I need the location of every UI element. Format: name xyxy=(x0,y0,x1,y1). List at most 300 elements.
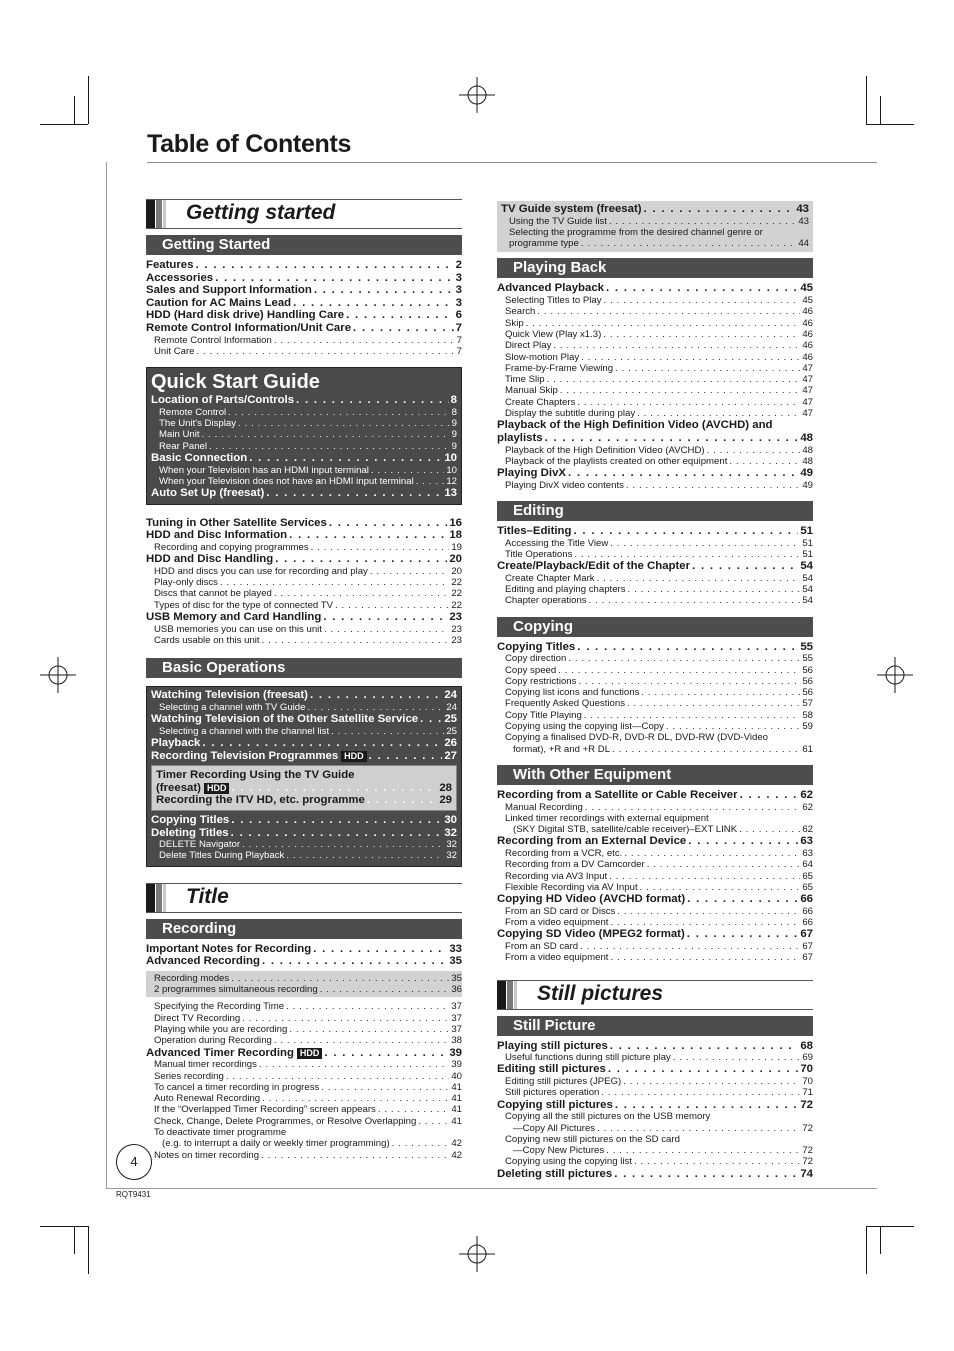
toc-entry[interactable] xyxy=(151,487,457,500)
toc-entry[interactable] xyxy=(497,848,813,859)
crop-mark xyxy=(40,124,88,125)
leader-dots xyxy=(335,600,449,611)
toc-entry[interactable] xyxy=(146,1093,462,1104)
toc-entry[interactable] xyxy=(497,1156,813,1167)
toc-entry[interactable] xyxy=(497,1087,813,1098)
crop-mark xyxy=(88,1226,89,1274)
toc-entry[interactable] xyxy=(497,941,813,952)
toc-entry[interactable] xyxy=(497,1063,813,1076)
toc-entry[interactable] xyxy=(497,641,813,654)
toc-page-number: 59 xyxy=(802,721,813,733)
toc-entry[interactable] xyxy=(146,600,462,611)
leader-dots xyxy=(202,737,442,750)
leader-dots xyxy=(262,1093,449,1104)
crop-mark xyxy=(40,1226,88,1227)
toc-entry-title: DELETE Navigator xyxy=(159,839,241,851)
toc-entry-title: Selecting Titles to Play xyxy=(505,295,602,307)
toc-entry[interactable] xyxy=(151,726,457,737)
toc-entry[interactable] xyxy=(497,385,813,396)
toc-page-number: 48 xyxy=(802,444,813,456)
leader-dots xyxy=(610,538,800,549)
toc-entry-title: Remote Control Information/Unit Care xyxy=(146,321,352,334)
leader-dots xyxy=(688,835,798,848)
toc-entry[interactable] xyxy=(497,1076,813,1087)
toc-entry[interactable] xyxy=(497,1123,813,1134)
leader-dots xyxy=(228,407,449,418)
leader-dots xyxy=(634,1156,800,1167)
toc-entry-title: Delete Titles During Playback xyxy=(159,850,285,862)
leader-dots xyxy=(615,363,800,374)
leader-dots xyxy=(692,560,798,573)
toc-entry[interactable] xyxy=(151,429,457,440)
toc-entry[interactable] xyxy=(497,1052,813,1063)
toc-page-number: 46 xyxy=(802,306,813,318)
toc-entry-text: Selecting the programme from the desired channel genre or xyxy=(509,226,763,238)
toc-entry[interactable] xyxy=(497,859,813,870)
toc-entry[interactable] xyxy=(497,340,813,351)
toc-entry[interactable] xyxy=(497,906,813,917)
toc-entry-title: Copying using the copying list—Copy xyxy=(505,721,664,733)
leader-dots xyxy=(209,441,450,452)
leader-dots xyxy=(606,1145,800,1156)
toc-entry-title: Editing still pictures (JPEG) xyxy=(505,1076,622,1088)
toc-entry[interactable] xyxy=(151,814,457,827)
toc-entry[interactable] xyxy=(497,363,813,374)
toc-entry-title: HDD and discs you can use for recording and play xyxy=(154,565,368,577)
toc-entry[interactable] xyxy=(497,928,813,941)
leader-dots xyxy=(740,789,799,802)
toc-entry-title: —Copy New Pictures xyxy=(513,1145,605,1157)
toc-entry-title: HDD and Disc Information xyxy=(146,529,288,542)
toc-page-number: 54 xyxy=(800,560,813,573)
leader-dots xyxy=(369,750,443,763)
toc-entry[interactable] xyxy=(146,1013,462,1024)
registration-mark-icon xyxy=(459,1236,495,1272)
toc-entry[interactable] xyxy=(497,744,813,755)
toc-entry-text: Copying all the still pictures on the USB memory xyxy=(505,1111,711,1123)
toc-entry[interactable] xyxy=(146,297,462,310)
toc-entry[interactable] xyxy=(497,397,813,408)
toc-entry[interactable] xyxy=(497,549,813,560)
toc-entry[interactable] xyxy=(151,839,457,850)
toc-entry[interactable] xyxy=(497,584,813,595)
toc-entry[interactable] xyxy=(497,1168,813,1181)
toc-entry[interactable] xyxy=(146,259,462,272)
toc-page-number: 13 xyxy=(444,487,457,500)
toc-entry-title: Notes on timer recording xyxy=(154,1149,260,1161)
toc-entry[interactable] xyxy=(146,1024,462,1035)
toc-entry[interactable] xyxy=(497,456,813,467)
toc-entry-title: Slow-motion Play xyxy=(505,351,580,363)
leader-dots xyxy=(226,1071,449,1082)
basic-operations-box xyxy=(146,686,462,867)
toc-right-column xyxy=(497,201,813,1180)
toc-entry-title: Caution for AC Mains Lead xyxy=(146,296,292,309)
toc-entry[interactable] xyxy=(151,689,457,702)
toc-page-number: 51 xyxy=(802,548,813,560)
toc-entry[interactable]: (freesat) HDD . . . 28 xyxy=(156,782,452,795)
toc-entry-title: Direct TV Recording xyxy=(154,1012,241,1024)
leader-dots xyxy=(215,272,454,285)
toc-page-number: 24 xyxy=(446,701,457,713)
toc-entry-title: Playback of the playlists created on other equipment xyxy=(505,455,728,467)
toc-entry[interactable] xyxy=(146,272,462,285)
toc-entry[interactable] xyxy=(497,802,813,813)
toc-page-number: 3 xyxy=(455,296,462,309)
toc-page-number: 44 xyxy=(798,238,809,250)
leader-dots xyxy=(242,1013,449,1024)
toc-page-number: 23 xyxy=(451,623,462,635)
leader-dots xyxy=(610,917,800,928)
toc-page-number: 22 xyxy=(451,577,462,589)
toc-entry-title: Rear Panel xyxy=(159,440,207,452)
toc-entry[interactable] xyxy=(151,713,457,726)
toc-entry[interactable]: Timer Recording Using the TV Guide xyxy=(156,769,355,782)
toc-page-number: 54 xyxy=(802,572,813,584)
toc-page-number: 68 xyxy=(800,1039,813,1052)
toc-entry-title: Create/Playback/Edit of the Chapter xyxy=(497,560,691,573)
toc-entry[interactable] xyxy=(497,432,813,445)
toc-list xyxy=(151,689,457,762)
leader-dots xyxy=(286,850,444,861)
toc-entry[interactable] xyxy=(151,737,457,750)
leader-dots xyxy=(627,698,800,709)
toc-entry-title: Playback of the High Definition Video (AVCHD) xyxy=(505,444,705,456)
toc-page-number: 37 xyxy=(451,1012,462,1024)
toc-entry[interactable] xyxy=(151,452,457,465)
toc-entry[interactable] xyxy=(146,624,462,635)
page-number: 4 xyxy=(116,1144,152,1180)
toc-entry[interactable] xyxy=(497,595,813,606)
toc-entry-title: Recording from an External Device xyxy=(497,835,687,848)
toc-entry-title: Advanced Timer Recording xyxy=(146,1046,294,1059)
leader-dots xyxy=(293,297,454,310)
toc-entry[interactable] xyxy=(497,445,813,456)
toc-entry-title: Create Chapters xyxy=(505,396,576,408)
toc-entry[interactable] xyxy=(501,238,809,249)
toc-page-number: 23 xyxy=(451,634,462,646)
toc-entry[interactable] xyxy=(497,721,813,732)
toc-entry[interactable] xyxy=(146,1071,462,1082)
toc-entry[interactable] xyxy=(497,295,813,306)
toc-entry[interactable] xyxy=(497,525,813,538)
toc-page-number: 46 xyxy=(802,317,813,329)
leader-dots xyxy=(266,487,442,500)
leader-dots xyxy=(249,452,442,465)
leader-dots xyxy=(707,445,801,456)
toc-entry[interactable] xyxy=(151,827,457,840)
toc-entry[interactable] xyxy=(497,917,813,928)
section-header: Recording xyxy=(146,919,462,939)
toc-entry[interactable] xyxy=(497,538,813,549)
toc-entry[interactable] xyxy=(146,553,462,566)
leader-dots xyxy=(580,941,800,952)
toc-entry[interactable] xyxy=(497,676,813,687)
leader-dots xyxy=(242,839,444,850)
leader-dots xyxy=(274,335,455,346)
leader-dots xyxy=(687,928,799,941)
leader-dots xyxy=(286,1001,449,1012)
toc-entry[interactable] xyxy=(151,418,457,429)
leader-dots xyxy=(195,259,453,272)
toc-entry[interactable] xyxy=(497,560,813,573)
toc-page-number: 65 xyxy=(802,881,813,893)
tv-guide-block xyxy=(497,201,813,252)
toc-entry[interactable]: Recording the ITV HD, etc. programme . . . 29 xyxy=(156,794,452,807)
toc-entry[interactable] xyxy=(146,984,462,995)
registration-mark-icon xyxy=(877,657,913,693)
toc-entry[interactable] xyxy=(497,282,813,295)
toc-entry[interactable] xyxy=(146,1138,462,1149)
leader-dots xyxy=(371,465,444,476)
toc-entry[interactable] xyxy=(146,577,462,588)
toc-entry[interactable] xyxy=(501,203,809,216)
toc-entry-title: Tuning in Other Satellite Services xyxy=(146,516,327,529)
toc-entry[interactable] xyxy=(146,1059,462,1070)
toc-entry[interactable] xyxy=(146,973,462,984)
toc-entry[interactable] xyxy=(497,710,813,721)
toc-page-number: 18 xyxy=(449,529,462,542)
leader-dots xyxy=(202,429,450,440)
toc-entry-title: TV Guide system (freesat) xyxy=(501,203,642,215)
toc-entry-title: HDD (Hard disk drive) Handling Care xyxy=(146,309,345,322)
leader-dots xyxy=(324,624,449,635)
toc-entry[interactable] xyxy=(497,374,813,385)
toc-entry[interactable] xyxy=(497,835,813,848)
toc-entry-title: 2 programmes simultaneous recording xyxy=(154,984,318,996)
toc-left-column xyxy=(146,199,462,1161)
toc-entry[interactable] xyxy=(497,467,813,480)
toc-entry[interactable] xyxy=(146,529,462,542)
toc-page-number: 61 xyxy=(802,743,813,755)
toc-entry-title: Frame-by-Frame Viewing xyxy=(505,362,614,374)
toc-entry-title: Copy restrictions xyxy=(505,675,577,687)
toc-entry[interactable] xyxy=(151,850,457,861)
toc-entry[interactable] xyxy=(497,789,813,802)
toc-entry[interactable] xyxy=(146,635,462,646)
hdd-badge: HDD xyxy=(297,1048,323,1059)
toc-entry-title: Deleting Titles xyxy=(151,826,229,839)
toc-entry[interactable] xyxy=(497,329,813,340)
toc-page-number: 41 xyxy=(451,1115,462,1127)
toc-page-number: 32 xyxy=(446,850,457,862)
toc-entry[interactable] xyxy=(497,408,813,419)
toc-entry-title: Remote Control Information xyxy=(154,334,272,346)
toc-page-number: 22 xyxy=(451,599,462,611)
toc-entry[interactable] xyxy=(497,687,813,698)
toc-page-number: 8 xyxy=(451,406,457,418)
crop-mark xyxy=(880,1226,881,1254)
toc-page-number: 25 xyxy=(444,713,457,726)
toc-entry[interactable] xyxy=(501,216,809,227)
toc-page-number: 8 xyxy=(450,394,457,407)
toc-entry-title: Recording and copying programmes xyxy=(154,541,309,553)
leader-dots xyxy=(739,824,800,835)
toc-entry[interactable] xyxy=(497,882,813,893)
toc-list xyxy=(146,517,462,646)
toc-page-number: 51 xyxy=(800,525,813,538)
toc-entry[interactable] xyxy=(497,480,813,491)
toc-entry-title: Types of disc for the type of connected TV xyxy=(154,599,334,611)
toc-page-number: 47 xyxy=(802,362,813,374)
toc-list xyxy=(501,203,809,249)
toc-page-number: 65 xyxy=(802,870,813,882)
toc-entry-title: Basic Connection xyxy=(151,451,248,464)
toc-entry[interactable] xyxy=(146,322,462,335)
toc-page-number: 16 xyxy=(449,516,462,529)
leader-dots xyxy=(604,295,801,306)
toc-entry[interactable] xyxy=(146,955,462,968)
chapter-bars-icon xyxy=(497,981,517,1009)
toc-page-number: 40 xyxy=(451,1070,462,1082)
toc-entry[interactable] xyxy=(497,653,813,664)
toc-entry[interactable] xyxy=(146,346,462,357)
toc-entry[interactable] xyxy=(146,566,462,577)
toc-entry-title: (SKY Digital STB, satellite/cable receiver)–EXT LINK xyxy=(513,824,738,836)
crop-mark xyxy=(866,1226,867,1274)
toc-page-number: 66 xyxy=(802,905,813,917)
toc-page-number: 37 xyxy=(451,1024,462,1036)
toc-page-number: 62 xyxy=(802,824,813,836)
leader-dots xyxy=(614,1168,798,1181)
toc-page-number: 49 xyxy=(802,479,813,491)
toc-entry-title: Accessing the Title View xyxy=(505,537,609,549)
leader-dots xyxy=(568,653,800,664)
toc-page-number: 42 xyxy=(451,1138,462,1150)
toc-entry[interactable] xyxy=(497,893,813,906)
toc-page-number: 27 xyxy=(444,749,457,762)
toc-entry-title: Recording from a Satellite or Cable Receiver xyxy=(497,788,738,801)
crop-mark xyxy=(88,76,89,124)
toc-entry[interactable] xyxy=(497,573,813,584)
toc-entry-text: Linked timer recordings with external equipment xyxy=(505,812,709,824)
toc-entry[interactable] xyxy=(497,824,813,835)
toc-entry[interactable] xyxy=(497,1040,813,1053)
toc-entry[interactable] xyxy=(497,318,813,329)
toc-entry[interactable] xyxy=(151,702,457,713)
toc-entry[interactable] xyxy=(146,1104,462,1115)
toc-entry[interactable] xyxy=(151,465,457,476)
toc-list xyxy=(146,1001,462,1160)
toc-entry[interactable] xyxy=(146,1082,462,1093)
toc-entry[interactable] xyxy=(146,1116,462,1127)
toc-entry[interactable] xyxy=(146,943,462,956)
toc-page-number: 47 xyxy=(802,385,813,397)
toc-page-number: 23 xyxy=(449,610,462,623)
leader-dots xyxy=(324,1047,447,1060)
toc-entry-title: Copy direction xyxy=(505,653,567,665)
toc-entry-title: From a video equipment xyxy=(505,917,609,929)
leader-dots xyxy=(231,973,449,984)
toc-entry-title: Advanced Playback xyxy=(497,282,604,295)
leader-dots xyxy=(666,721,800,732)
leader-dots xyxy=(560,385,801,396)
toc-entry-title: Remote Control xyxy=(159,406,227,418)
toc-page-number: 33 xyxy=(449,942,462,955)
toc-entry[interactable] xyxy=(146,1047,462,1060)
toc-page-number: 43 xyxy=(796,203,809,215)
toc-entry[interactable] xyxy=(151,441,457,452)
leader-dots xyxy=(617,906,800,917)
toc-entry[interactable] xyxy=(497,952,813,963)
toc-entry-title: Specifying the Recording Time xyxy=(154,1001,285,1013)
toc-page-number: 37 xyxy=(451,1001,462,1013)
crop-mark xyxy=(866,76,867,124)
leader-dots xyxy=(628,584,801,595)
toc-entry[interactable] xyxy=(497,665,813,676)
toc-entry-title: From a video equipment xyxy=(505,952,609,964)
leader-dots xyxy=(526,318,801,329)
toc-page-number: 56 xyxy=(802,664,813,676)
leader-dots xyxy=(353,322,454,335)
leader-dots xyxy=(589,595,801,606)
toc-entry-title: Manual Recording xyxy=(505,801,583,813)
toc-entry[interactable] xyxy=(151,394,457,407)
leader-dots xyxy=(610,1040,799,1053)
toc-entry-title: Location of Parts/Controls xyxy=(151,394,295,407)
toc-page-number: 41 xyxy=(451,1081,462,1093)
toc-page-number: 55 xyxy=(802,653,813,665)
toc-page-number: 72 xyxy=(802,1156,813,1168)
toc-entry[interactable] xyxy=(151,476,457,487)
page-title: Table of Contents xyxy=(147,130,352,158)
leader-dots xyxy=(603,329,800,340)
leader-dots xyxy=(577,397,800,408)
leader-dots xyxy=(392,1138,450,1149)
toc-entry[interactable] xyxy=(151,407,457,418)
toc-page-number: 62 xyxy=(802,801,813,813)
leader-dots xyxy=(608,1063,798,1076)
toc-entry-title: The Unit's Display xyxy=(159,418,237,430)
toc-entry[interactable] xyxy=(146,335,462,346)
leader-dots xyxy=(609,216,796,227)
toc-entry[interactable] xyxy=(146,611,462,624)
toc-entry[interactable] xyxy=(146,284,462,297)
toc-entry[interactable] xyxy=(497,306,813,317)
toc-entry[interactable] xyxy=(151,750,457,763)
toc-entry[interactable] xyxy=(497,871,813,882)
toc-entry-title: Copying Titles xyxy=(497,640,576,653)
toc-entry[interactable] xyxy=(146,517,462,530)
toc-entry[interactable] xyxy=(497,352,813,363)
toc-entry-title: Accessories xyxy=(146,271,214,284)
toc-entry[interactable] xyxy=(146,542,462,553)
toc-page-number: 3 xyxy=(455,271,462,284)
toc-entry[interactable] xyxy=(146,309,462,322)
divider xyxy=(106,1188,877,1189)
toc-entry[interactable] xyxy=(146,1150,462,1161)
toc-entry[interactable] xyxy=(146,1001,462,1012)
leader-dots xyxy=(612,744,800,755)
toc-entry[interactable] xyxy=(146,588,462,599)
toc-entry[interactable] xyxy=(497,1099,813,1112)
toc-entry[interactable] xyxy=(146,1035,462,1046)
toc-entry[interactable] xyxy=(497,1145,813,1156)
toc-page-number: 48 xyxy=(802,455,813,467)
toc-entry[interactable] xyxy=(497,698,813,709)
toc-entry-title: Recording from a VCR, etc. xyxy=(505,848,623,860)
leader-dots xyxy=(568,467,798,480)
leader-dots xyxy=(601,1087,800,1098)
crop-mark xyxy=(74,1226,75,1254)
leader-dots xyxy=(537,306,800,317)
leader-dots xyxy=(623,1076,800,1087)
toc-page-number: 7 xyxy=(456,345,462,357)
toc-page-number: 67 xyxy=(802,952,813,964)
leader-dots xyxy=(606,282,798,295)
toc-entry-title: Unit Care xyxy=(154,345,195,357)
toc-list xyxy=(497,641,813,755)
